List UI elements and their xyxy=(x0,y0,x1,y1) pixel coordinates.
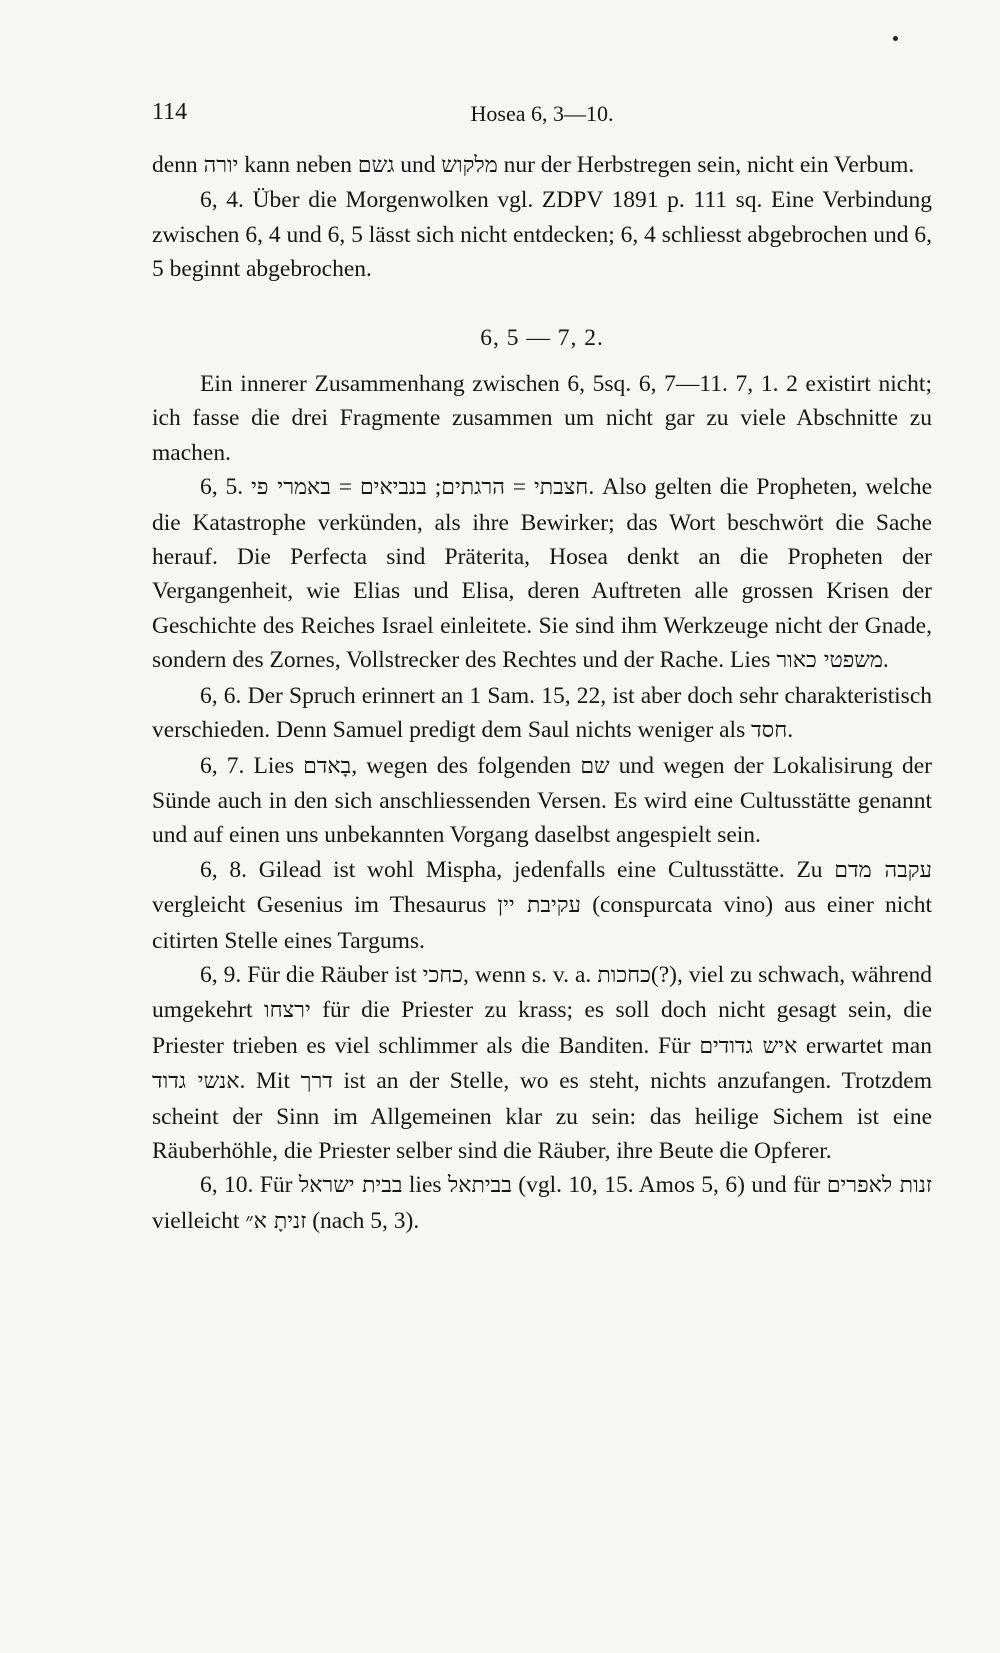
text-run: , wegen des folgenden xyxy=(351,752,581,779)
text-run: und wegen der Lokalisirung der Sünde auch in den sich anschliessenden Versen. Es wird eine Cultusstätte genannt und auf einen uns unbekannten Vorgang daselbst angespielt sein. xyxy=(152,752,933,849)
text-run: (conspurcata vino) aus einer nicht citirten Stelle eines Targums. xyxy=(152,892,932,954)
text-run: erwartet man xyxy=(797,1032,932,1059)
text-run: 6, 6. Der Spruch erinnert an 1 Sam. 15, 22, ist aber doch sehr charakteristisch verschieden. Denn Samuel predigt dem Saul nichts weniger als xyxy=(152,682,932,744)
text-run: = xyxy=(330,474,360,501)
paragraph xyxy=(152,853,932,958)
text-run: . Mit xyxy=(239,1068,301,1095)
paragraph xyxy=(152,367,932,470)
section-heading xyxy=(152,321,932,355)
paragraph xyxy=(152,148,932,183)
text-run: . xyxy=(787,717,794,744)
page-number: 114 xyxy=(152,99,188,125)
hebrew-text: יורה xyxy=(203,153,239,178)
hebrew-text: ירצחו xyxy=(263,998,311,1024)
text-run: (?), viel zu schwach, während umgekehrt xyxy=(152,961,933,1024)
text-run: für die Priester zu krass; es soll doch nicht gesagt sein, die Priester trieben es viel schlimmer als die Banditen. Für xyxy=(152,997,933,1059)
text-run: = xyxy=(504,474,534,501)
hebrew-text: חצבתי xyxy=(533,475,589,501)
text-run: nur der Herbstregen sein, nicht ein Verbum. xyxy=(497,152,915,178)
hebrew-text: בנביאים xyxy=(359,475,427,501)
running-head: Hosea 6, 3—10. xyxy=(470,101,614,126)
hebrew-text: כחכי xyxy=(422,962,464,988)
text-run: vielleicht xyxy=(152,1207,246,1234)
text-run: lies xyxy=(402,1172,448,1199)
hebrew-text: עקבה מדם xyxy=(834,857,932,883)
hebrew-text: באמרי פי xyxy=(251,475,331,501)
text-run: 6, 10. Für xyxy=(200,1172,299,1199)
scan-speck xyxy=(893,36,898,41)
hebrew-text: דרך xyxy=(300,1069,333,1095)
text-run: 6, 5. xyxy=(200,474,252,501)
hebrew-text: משפטי כאור xyxy=(776,648,883,674)
page-header xyxy=(152,93,932,133)
text-run: und xyxy=(394,152,442,178)
hebrew-text: חסד xyxy=(751,718,788,744)
hebrew-text: מלקוש xyxy=(441,153,498,178)
paragraph xyxy=(152,958,932,1168)
hebrew-text: עקיבת יין xyxy=(497,893,581,919)
hebrew-text: גשם xyxy=(357,153,395,178)
hebrew-text: כחכות xyxy=(597,962,651,988)
text-run: 6, 4. Über die Morgenwolken vgl. ZDPV 1891 p. 111 sq. Eine Verbindung zwischen 6, 4 und 6, 5 lässt sich nicht entdecken; 6, 4 schliesst abgebrochen und 6, 5 beginnt abgebrochen. xyxy=(152,187,932,283)
text-run: kann neben xyxy=(238,152,358,178)
text-run: (vgl. 10, 15. Amos 5, 6) und für xyxy=(511,1172,827,1199)
text-run: 6, 5 — 7, 2. xyxy=(480,324,604,351)
hebrew-text: בָאדם xyxy=(303,753,352,779)
text-run: 6, 9. Für die Räuber ist xyxy=(200,961,423,988)
hebrew-text: הרגתים xyxy=(441,475,505,501)
hebrew-text: זנות לאפרים xyxy=(826,1173,933,1199)
text-run: . Also gelten die Propheten, welche die Katastrophe verkünden, als ihre Bewirker; das Wort beschwört die Sache herauf. Die Perfecta sind Präterita, Hosea denkt an die Propheten der Vergangenheit, wie Elias und Elisa, deren Auftreten alle grossen Krisen der Geschichte des Reiches Israel einleitete. Sie sind ihm Werkzeuge nicht der Gnade, sondern des Zornes, Vollstrecker des Rechtes und der Rache. Lies xyxy=(152,474,932,674)
text-run: , wenn s. v. a. xyxy=(463,961,598,988)
hebrew-text: בבית ישראל xyxy=(298,1173,403,1199)
paragraph xyxy=(152,1168,932,1239)
hebrew-text: איש גדודים xyxy=(699,1033,798,1059)
hebrew-text: זניתָ א״ xyxy=(245,1208,307,1234)
text-run: (nach 5, 3). xyxy=(306,1207,420,1234)
hebrew-text: אנשי גדוד xyxy=(152,1069,240,1095)
paragraph xyxy=(152,749,932,853)
hebrew-text: שם xyxy=(580,753,610,779)
text-run: vergleicht Gesenius im Thesaurus xyxy=(152,892,498,919)
text-run: 6, 8. Gilead ist wohl Mispha, jedenfalls eine Cultusstätte. Zu xyxy=(200,856,835,883)
text-run: denn xyxy=(152,152,204,178)
paragraph xyxy=(152,183,932,286)
text-run: Ein innerer Zusammenhang zwischen 6, 5sq. 6, 7—11. 7, 1. 2 existirt nicht; ich fasse die drei Fragmente zusammen um nicht gar zu viele Abschnitte zu machen. xyxy=(152,371,932,466)
text-run: ; xyxy=(426,474,442,501)
text-run: ist an der Stelle, wo es steht, nichts anzufangen. Trotzdem scheint der Sinn im Allgemeinen klar zu sein: das heilige Sichem ist eine Räuberhöhle, die Priester selber sind die Räuber, ihre Beute die Opferer. xyxy=(152,1068,932,1164)
hebrew-text: בביתאל xyxy=(447,1173,512,1199)
body-text xyxy=(152,148,932,1239)
paragraph xyxy=(152,679,932,749)
text-run: . xyxy=(882,647,889,674)
text-run: 6, 7. Lies xyxy=(200,752,304,779)
paragraph xyxy=(152,470,932,678)
